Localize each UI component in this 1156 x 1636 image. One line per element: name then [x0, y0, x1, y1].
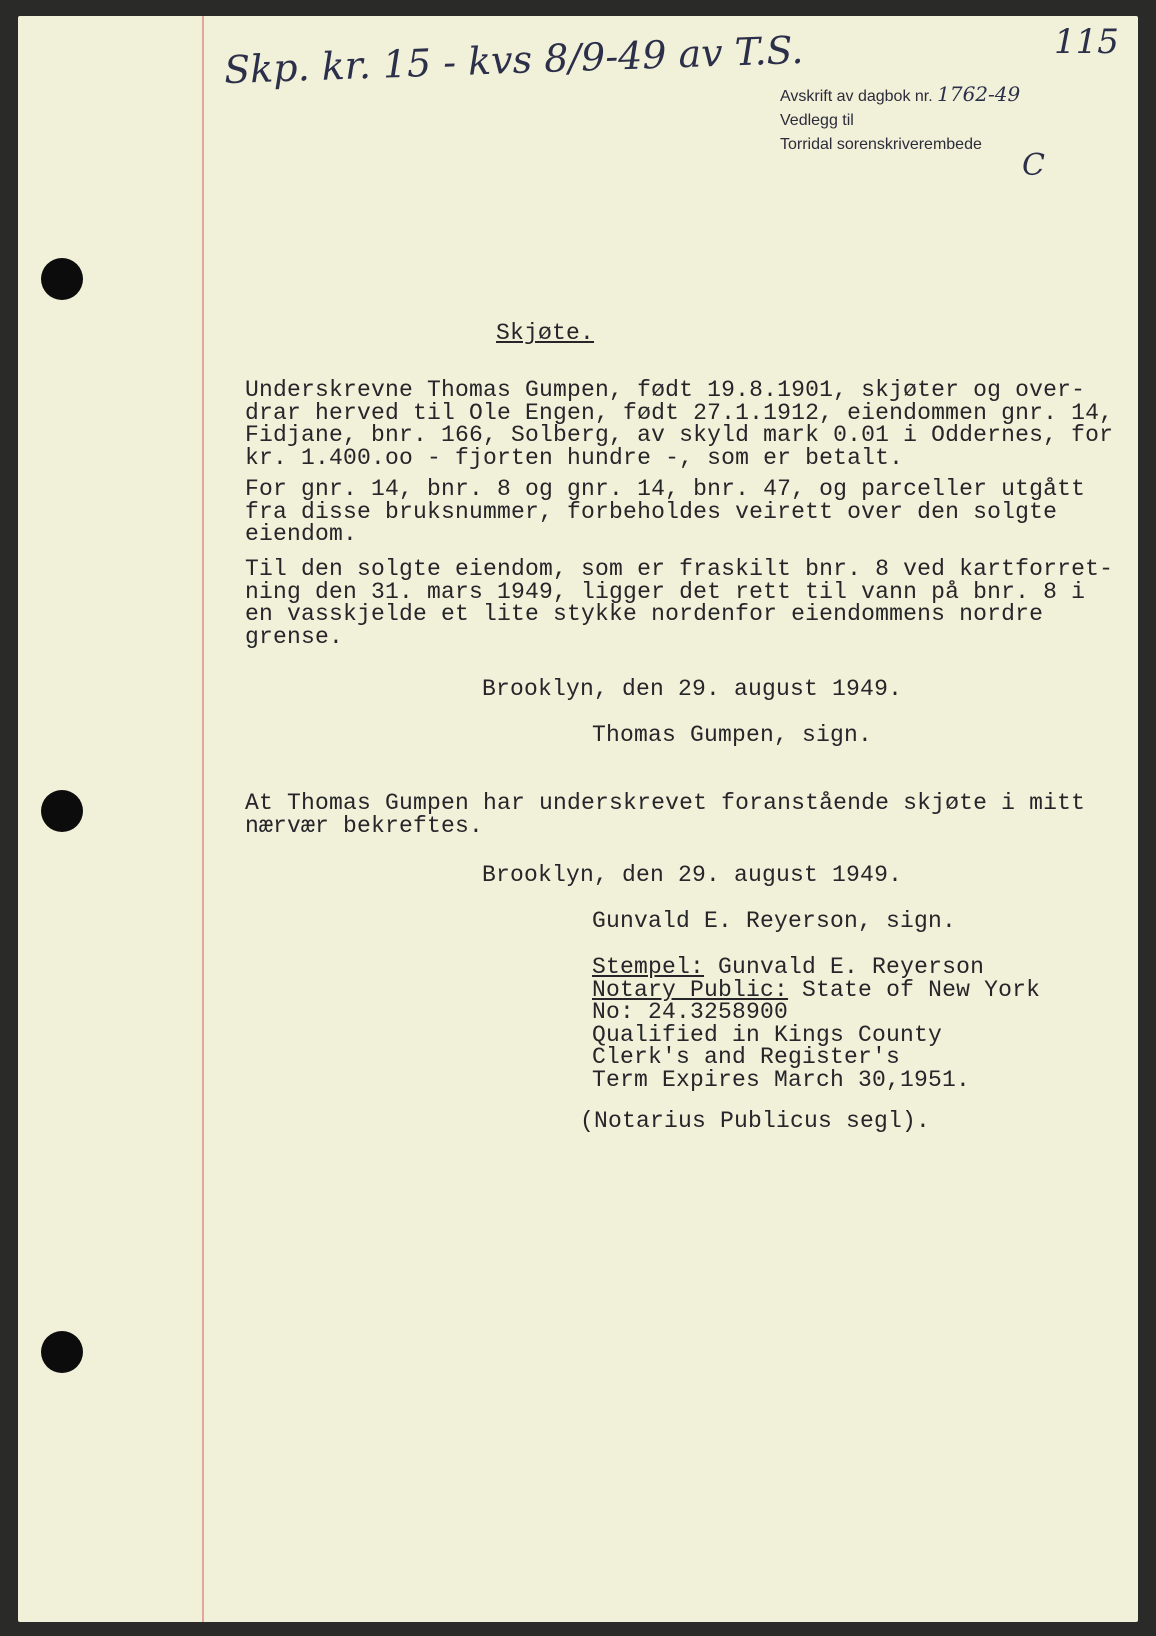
document-title: Skjøte. [496, 320, 595, 346]
notary-seal-note: (Notarius Publicus segl). [580, 1108, 931, 1134]
stamp-line-3: Torridal sorenskriverembede [780, 136, 982, 153]
margin-rule [202, 16, 204, 1622]
paragraph-road-right: For gnr. 14, bnr. 8 og gnr. 14, bnr. 47, og parceller utgått fra disse bruksnummer, forbeholdes veirett over den solgte eiendom. [245, 476, 1086, 547]
punch-hole [41, 790, 83, 832]
attestation-paragraph: At Thomas Gumpen har underskrevet foranstående skjøte i mitt nærvær bekreftes. [245, 790, 1086, 839]
place-date-2: Brooklyn, den 29. august 1949. [482, 862, 903, 888]
stamp-journal-number: 1762 [937, 82, 989, 106]
office-stamp [780, 82, 1020, 157]
signature-1: Thomas Gumpen, sign. [592, 722, 873, 748]
handwritten-page-number: 115 [1054, 22, 1119, 62]
place-date-1: Brooklyn, den 29. august 1949. [482, 676, 903, 702]
handwritten-stamp-mark: C [1022, 148, 1045, 183]
notary-stamp-block: Stempel: Gunvald E. Reyerson Notary Public: State of New York No: 24.3258900 Qualified in Kings County Clerk's and Register's Term Expires March 30,1951. [592, 954, 1041, 1093]
punch-hole [41, 258, 83, 300]
stamp-line-1: Avskrift av dagbok nr. 1762-49 [780, 82, 1021, 106]
paragraph-water-right: Til den solgte eiendom, som er fraskilt bnr. 8 ved kartforret- ning den 31. mars 1949, ligger det rett til vann på bnr. 8 i en vasskjelde et lite stykke nordenfor eiendommens nordre grense. [245, 556, 1114, 650]
document-page [18, 16, 1138, 1622]
signature-2: Gunvald E. Reyerson, sign. [592, 908, 957, 934]
stamp-line-2: Vedlegg til [780, 112, 854, 129]
handwritten-header-note: Skp. kr. 15 - kvs 8/9-49 av T.S. [223, 27, 804, 93]
paragraph-conveyance: Underskrevne Thomas Gumpen, født 19.8.1901, skjøter og over- drar herved til Ole Engen, født 27.1.1912, eiendommen gnr. 14, Fidjane, bnr. 166, Solberg, av skyld mark 0.01 i Oddernes, for kr. 1.400.oo - fjorten hundre -, som er betalt. [245, 377, 1114, 471]
punch-hole [41, 1331, 83, 1373]
